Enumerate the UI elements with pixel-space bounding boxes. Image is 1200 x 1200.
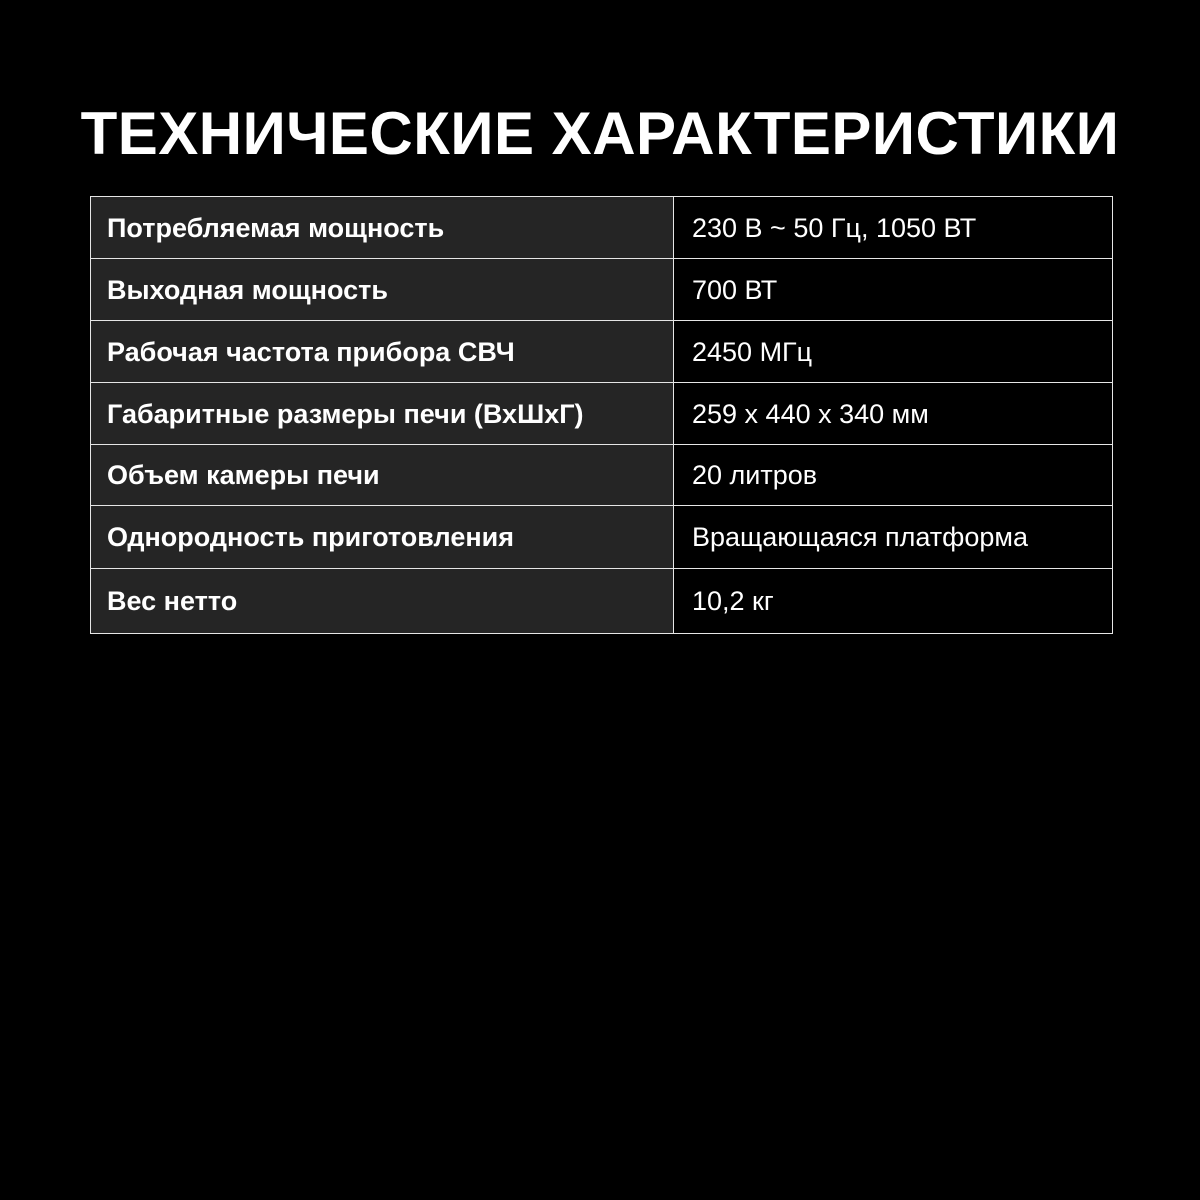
table-row xyxy=(91,445,1113,506)
spec-value: Вращающаяся платформа xyxy=(674,506,1113,569)
spec-label: Рабочая частота прибора СВЧ xyxy=(91,321,674,383)
page-title: ТЕХНИЧЕСКИЕ ХАРАКТЕРИСТИКИ xyxy=(80,100,1120,167)
spec-label: Габаритные размеры печи (ВхШхГ) xyxy=(91,383,674,445)
spec-label: Вес нетто xyxy=(91,569,674,634)
table-row xyxy=(91,383,1113,445)
spec-value: 259 х 440 х 340 мм xyxy=(674,383,1113,445)
spec-label: Потребляемая мощность xyxy=(91,197,674,259)
table-row xyxy=(91,259,1113,321)
table-row xyxy=(91,569,1113,634)
table-row xyxy=(91,506,1113,569)
spec-label: Объем камеры печи xyxy=(91,445,674,506)
table-row xyxy=(91,197,1113,259)
spec-label: Однородность приготовления xyxy=(91,506,674,569)
spec-label: Выходная мощность xyxy=(91,259,674,321)
spec-value: 20 литров xyxy=(674,445,1113,506)
specs-table xyxy=(90,196,1113,634)
spec-value: 10,2 кг xyxy=(674,569,1113,634)
spec-value: 700 ВТ xyxy=(674,259,1113,321)
table-row xyxy=(91,321,1113,383)
spec-value: 2450 МГц xyxy=(674,321,1113,383)
spec-value: 230 В ~ 50 Гц, 1050 ВТ xyxy=(674,197,1113,259)
